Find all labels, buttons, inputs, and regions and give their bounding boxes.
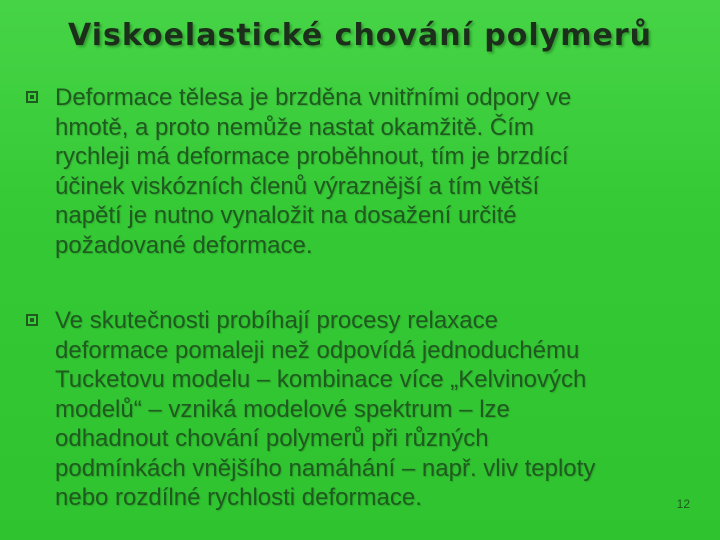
square-bullet-icon xyxy=(26,91,38,103)
bullet-line: Ve skutečnosti probíhají procesy relaxace xyxy=(55,307,498,334)
bullet-line: napětí je nutno vynaložit na dosažení určité xyxy=(55,202,517,229)
bullet-item xyxy=(26,306,696,513)
page-number: 12 xyxy=(676,497,690,511)
bullet-line: Deformace tělesa je brzděna vnitřními odpory ve xyxy=(55,84,572,111)
square-bullet-icon xyxy=(26,314,38,326)
bullet-text xyxy=(55,83,696,260)
bullet-line: nebo rozdílné rychlosti deformace. xyxy=(55,484,422,511)
bullet-line: hmotě, a proto nemůže nastat okamžitě. Čím xyxy=(55,113,534,141)
bullet-line: účinek viskózních členů výraznější a tím větší xyxy=(55,172,540,200)
bullet-line: rychleji má deformace proběhnout, tím je brzdící xyxy=(55,143,569,170)
bullet-line: Tucketovu modelu – kombinace více „Kelvinových xyxy=(55,366,587,393)
bullet-line: požadované deformace. xyxy=(55,231,313,259)
slide-title: Viskoelastické chování polymerů xyxy=(68,18,652,53)
bullet-line: deformace pomaleji než odpovídá jednoduchému xyxy=(55,336,580,364)
bullet-line: odhadnout chování polymerů při různých xyxy=(55,425,489,452)
bullet-text xyxy=(55,306,696,513)
bullet-line: modelů“ – vzniká modelové spektrum – lze xyxy=(55,395,510,423)
bullet-line: podmínkách vnějšího namáhání – např. vliv teploty xyxy=(55,454,596,482)
bullet-item xyxy=(26,83,696,260)
